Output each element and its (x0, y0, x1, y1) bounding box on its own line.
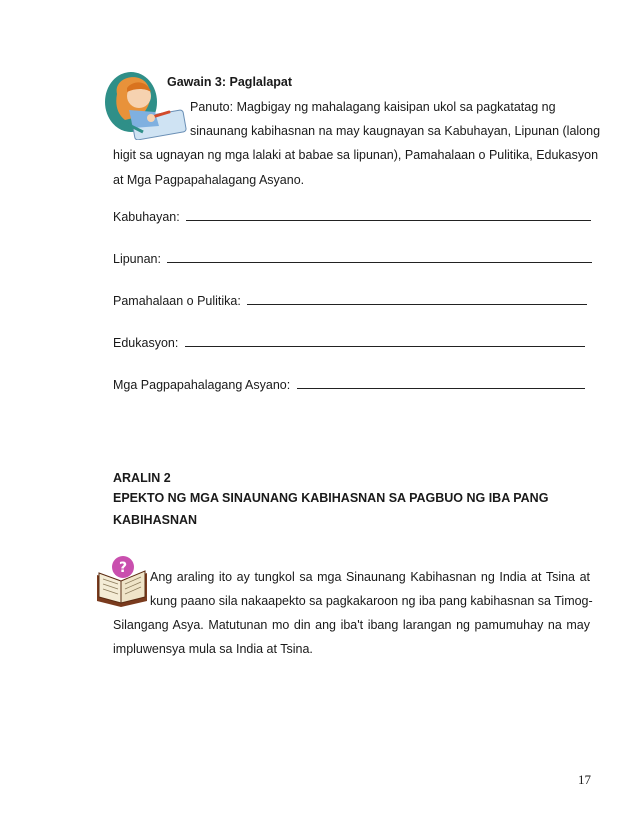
intro-line-4: impluwensya mula sa India at Tsina. (113, 642, 313, 656)
intro-line-1: Ang araling ito ay tungkol sa mga Sinaunang Kabihasnan ng India at Tsina at (150, 570, 590, 584)
field-label: Edukasyon: (113, 336, 179, 350)
answer-blank[interactable] (185, 336, 585, 347)
book-question-icon (93, 555, 151, 607)
page-number: 17 (578, 772, 591, 787)
answer-blank[interactable] (297, 378, 585, 389)
field-label: Lipunan: (113, 252, 161, 266)
instruction-line-2: sinaunang kabihasnan na may kaugnayan sa Kabuhayan, Lipunan (lalong (190, 124, 601, 138)
instruction-line-1: Panuto: Magbigay ng mahalagang kaisipan ukol sa pagkatatag ng (190, 100, 556, 114)
lesson-title-line-2: KABIHASNAN (113, 513, 198, 527)
answer-blank[interactable] (167, 252, 592, 263)
field-lipunan (113, 252, 592, 266)
svg-text:?: ? (118, 560, 128, 576)
field-kabuhayan (113, 210, 591, 224)
intro-line-2: kung paano sila nakaapekto sa pagkakaroon ng iba pang kabihasnan sa Timog- (150, 594, 593, 608)
intro-line-3: Silangang Asya. Matutunan mo din ang iba't ibang larangan ng pamumuhay na may (113, 618, 590, 632)
field-label: Pamahalaan o Pulitika: (113, 294, 241, 308)
field-label: Kabuhayan: (113, 210, 180, 224)
instruction-line-3: higit sa ugnayan ng mga lalaki at babae sa lipunan), Pamahalaan o Pulitika, Edukasyon (113, 148, 599, 162)
answer-blank[interactable] (247, 294, 587, 305)
field-pamahalaan (113, 294, 587, 308)
answer-blank[interactable] (186, 210, 591, 221)
field-pagpapahalaga (113, 378, 585, 392)
activity-title: Gawain 3: Paglalapat (167, 75, 293, 89)
field-edukasyon (113, 336, 585, 350)
instruction-line-4: at Mga Pagpapahalagang Asyano. (113, 173, 305, 187)
field-label: Mga Pagpapahalagang Asyano: (113, 378, 291, 392)
lesson-title-line-1: EPEKTO NG MGA SINAUNANG KABIHASNAN SA PAGBUO NG IBA PANG (113, 491, 549, 505)
lesson-number: ARALIN 2 (113, 471, 171, 485)
